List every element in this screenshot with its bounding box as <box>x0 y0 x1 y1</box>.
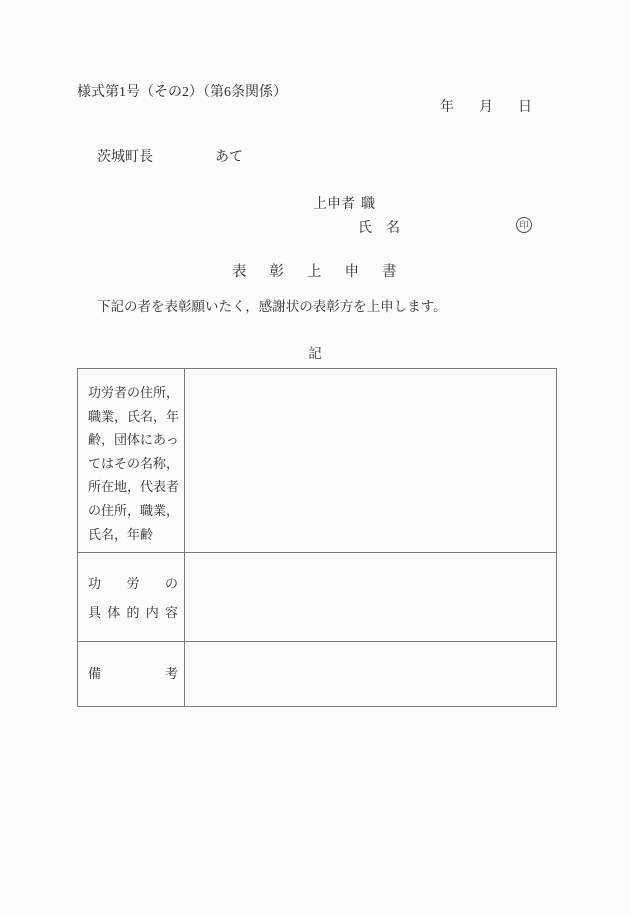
applicant-job-label: 職 <box>361 197 375 212</box>
addressee-line <box>97 149 243 167</box>
date-line <box>440 99 532 117</box>
applicant-name-label: 氏 名 <box>358 221 400 236</box>
merit-content-field[interactable] <box>185 553 556 642</box>
label-line: 具 体 的 内 容 <box>88 605 178 620</box>
label-line: 職業，氏名，年 <box>88 408 180 424</box>
applicant-job-row <box>313 193 400 217</box>
label-line: 備 考 <box>88 666 178 681</box>
label-line: 功 労 の <box>88 576 178 591</box>
label-line: 氏名，年齢 <box>88 526 154 542</box>
label-line: の住所，職業， <box>88 502 180 518</box>
remarks-label <box>78 642 185 706</box>
label-line: てはその名称， <box>88 455 180 471</box>
label-line: 功労者の住所， <box>88 385 180 400</box>
section-marker: 記 <box>308 346 322 361</box>
statement-text: 下記の者を表彰願いたく，感謝状の表彰方を上申します。 <box>97 299 447 314</box>
page-title: 表彰上申書 <box>232 264 420 280</box>
label-line: 所在地，代表者 <box>88 479 180 495</box>
recipient-info-field[interactable] <box>185 369 556 553</box>
seal-icon: 印 <box>516 217 532 233</box>
addressee-name: 茨城町長 <box>97 150 153 165</box>
remarks-field[interactable] <box>185 642 556 706</box>
applicant-block <box>313 193 400 241</box>
date-month-label: 月 <box>479 100 493 115</box>
recognition-table <box>77 368 557 707</box>
applicant-prefix: 上申者 <box>313 197 355 212</box>
addressee-suffix: あて <box>215 150 243 165</box>
date-day-label: 日 <box>518 100 532 115</box>
recipient-info-label <box>78 369 185 553</box>
label-line: 齢，団体にあっ <box>88 432 179 448</box>
date-year-label: 年 <box>440 100 454 115</box>
merit-content-label <box>78 553 185 642</box>
form-number-note: 様式第1号（その2）（第6条関係） <box>77 85 287 100</box>
